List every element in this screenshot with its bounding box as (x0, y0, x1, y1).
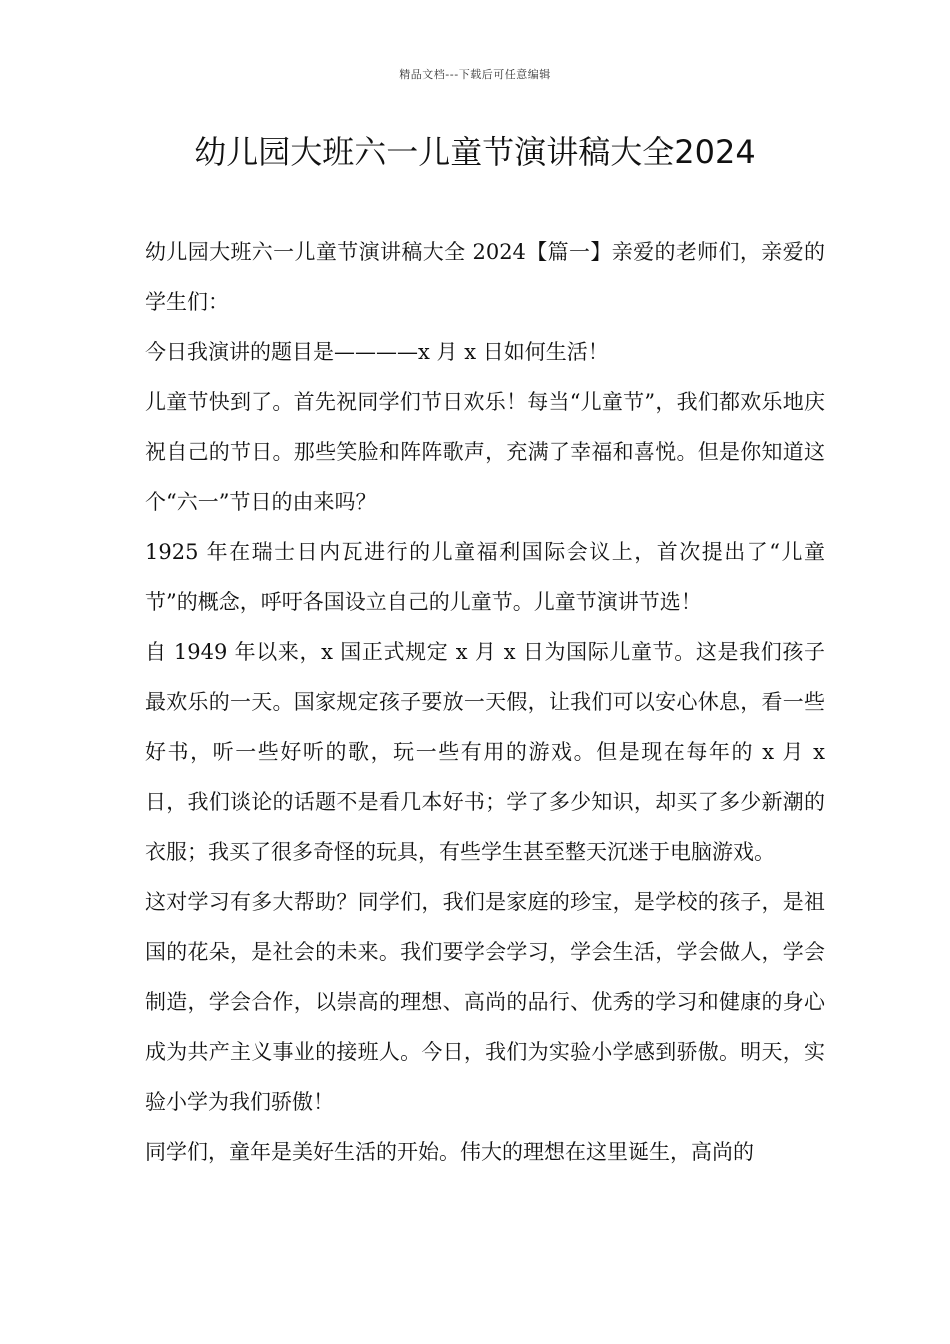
paragraph-1: 幼儿园大班六一儿童节演讲稿大全 2024【篇一】亲爱的老师们，亲爱的学生们： (145, 240, 825, 314)
paragraph-6: 这对学习有多大帮助？同学们，我们是家庭的珍宝，是学校的孩子，是祖国的花朵，是社会的未来。我们要学会学习，学会生活，学会做人，学会制造，学会合作，以崇高的理想、高尚的品行、优秀的学习和健康的身心成为共产主义事业的接班人。今日，我们为实验小学感到骄傲。明天，实验小学为我们骄傲！ (145, 890, 825, 1114)
paragraph-4: 1925 年在瑞士日内瓦进行的儿童福利国际会议上，首次提出了“儿童节”的概念，呼吁各国设立自己的儿童节。儿童节演讲节选！ (145, 540, 825, 614)
paragraph-7: 同学们，童年是美好生活的开始。伟大的理想在这里诞生，高尚的 (145, 1140, 754, 1164)
document-body (145, 227, 825, 1177)
document-title: 幼儿园大班六一儿童节演讲稿大全2024 (194, 133, 756, 171)
paragraph-5: 自 1949 年以来，x 国正式规定 x 月 x 日为国际儿童节。这是我们孩子最欢乐的一天。国家规定孩子要放一天假，让我们可以安心休息，看一些好书，听一些好听的歌，玩一些有用的游戏。但是现在每年的 x 月 x 日，我们谈论的话题不是看几本好书；学了多少知识，却买了多少新潮的衣服；我买了很多奇怪的玩具，有些学生甚至整天沉迷于电脑游戏。 (145, 640, 825, 864)
header-note: 精品文档---下载后可任意编辑 (399, 68, 551, 81)
paragraph-3: 儿童节快到了。首先祝同学们节日欢乐！每当“儿童节”，我们都欢乐地庆祝自己的节日。那些笑脸和阵阵歌声，充满了幸福和喜悦。但是你知道这个“六一”节日的由来吗？ (145, 390, 825, 514)
paragraph-2: 今日我演讲的题目是————x 月 x 日如何生活！ (145, 340, 609, 364)
